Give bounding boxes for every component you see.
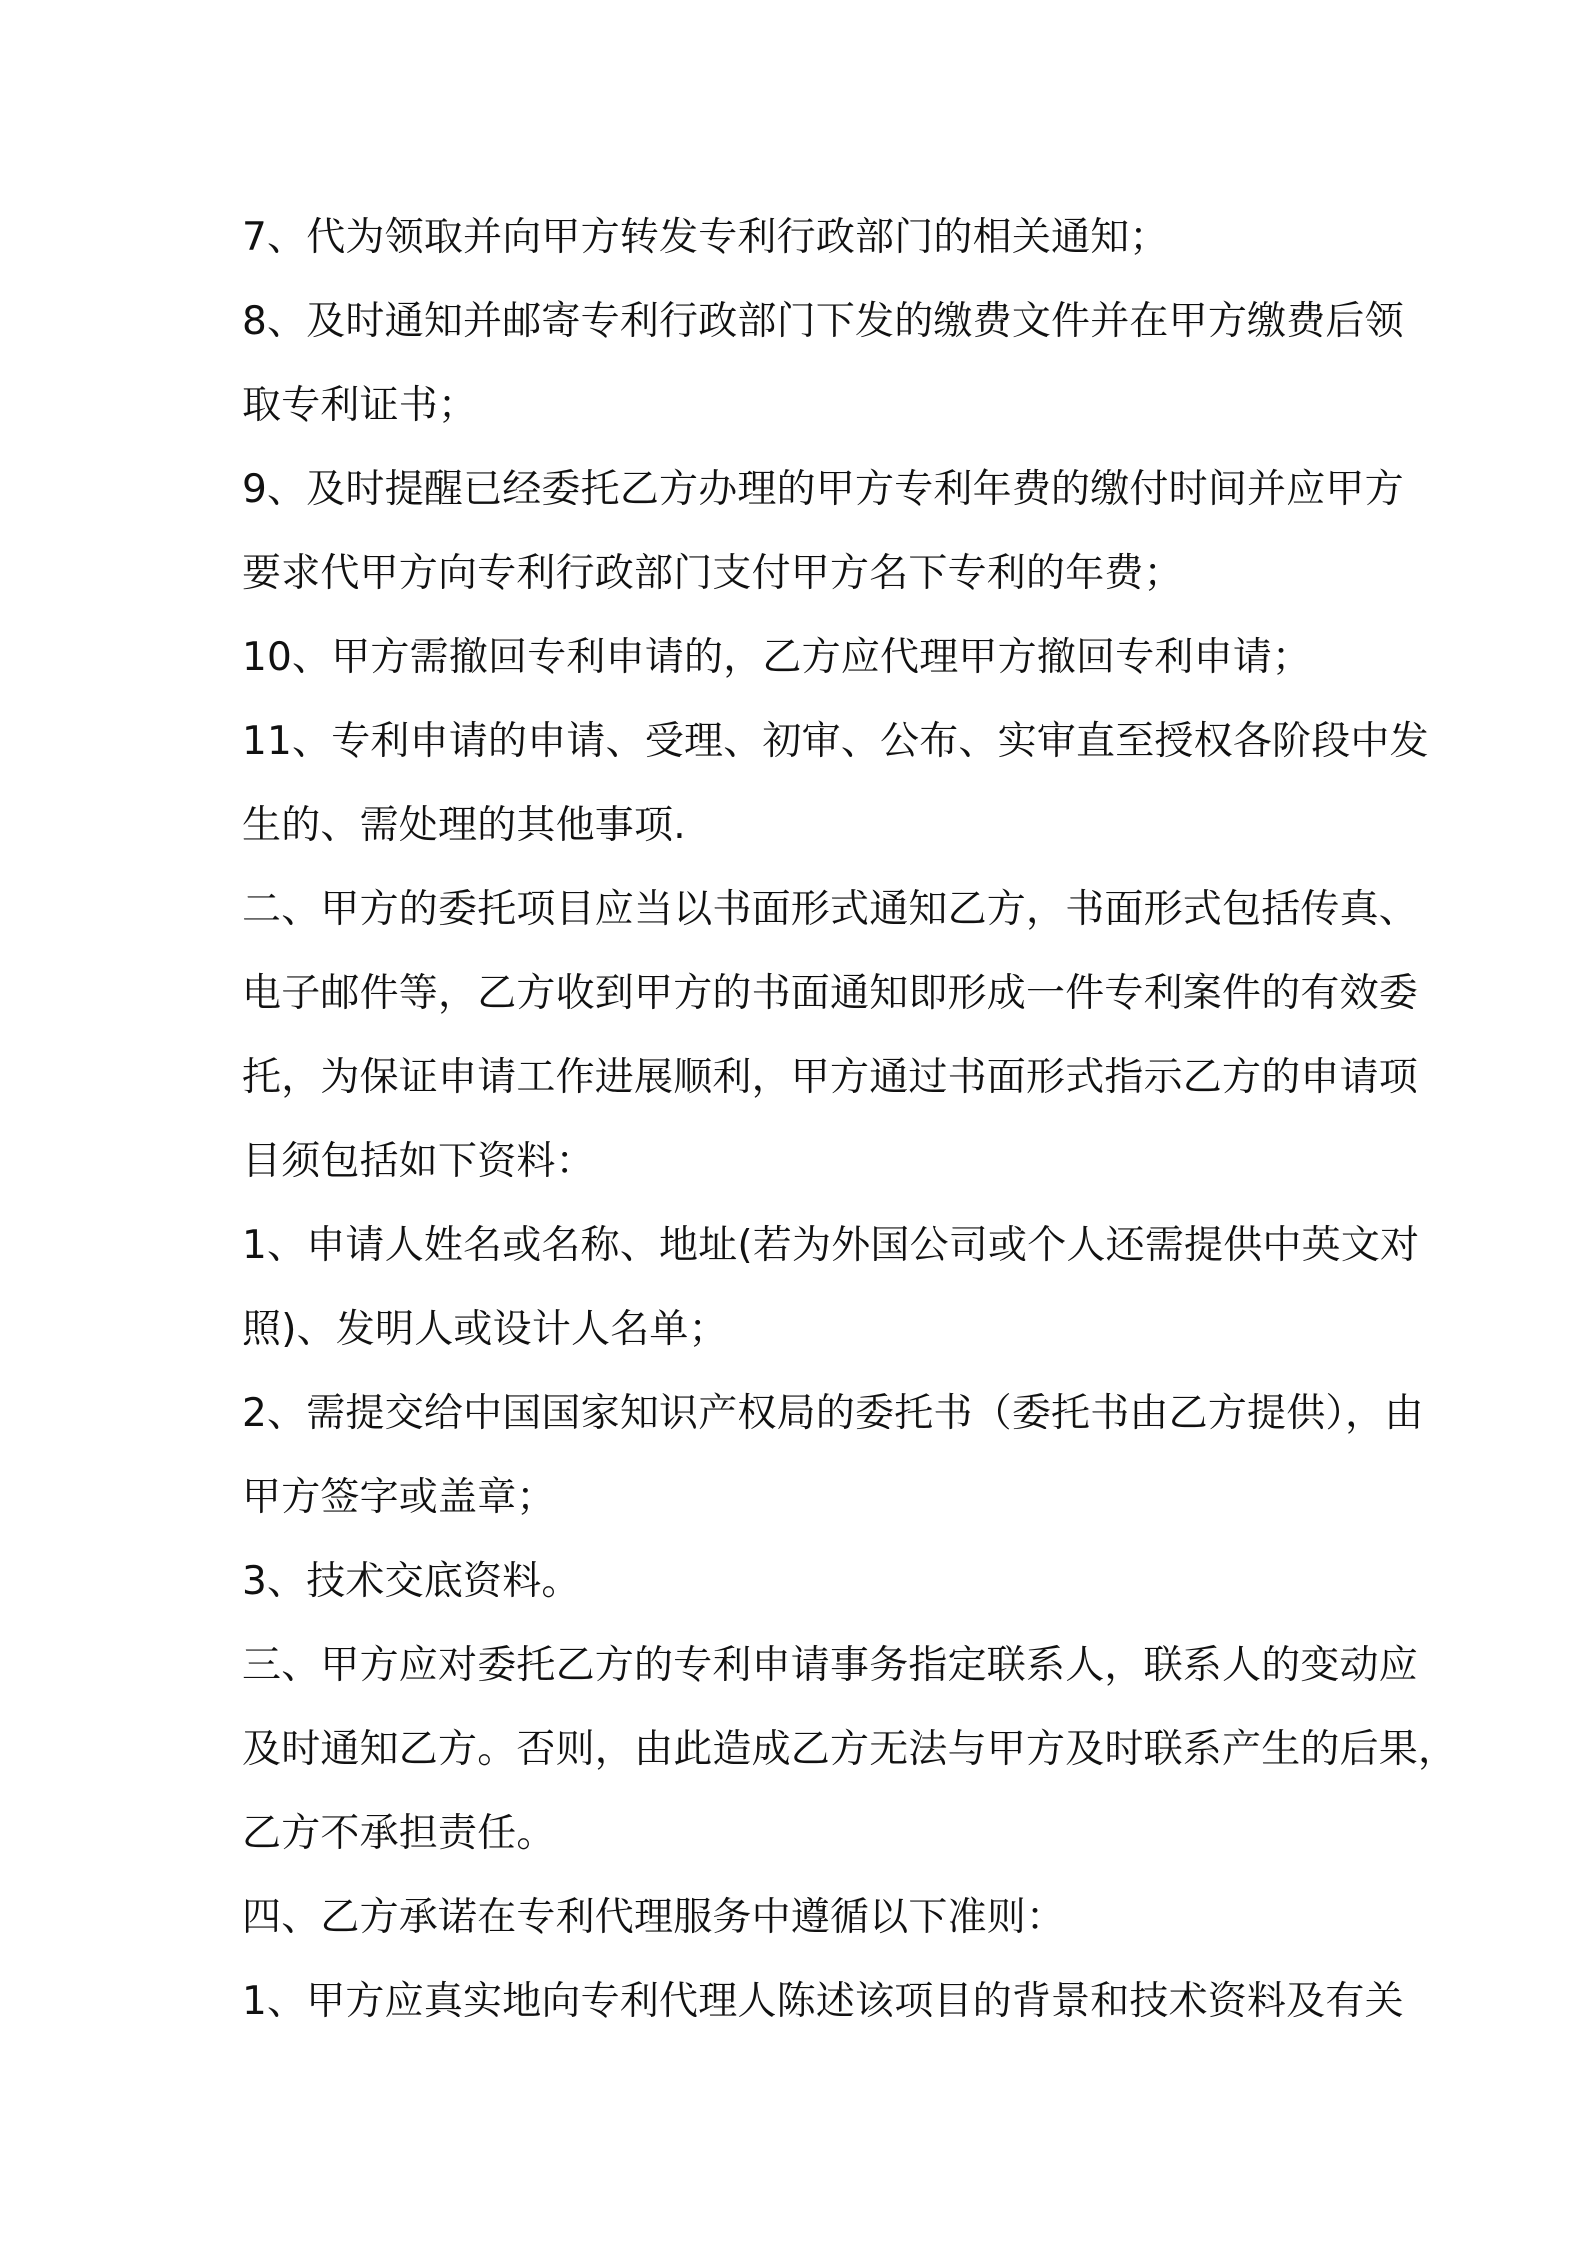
text-line: 生的、需处理的其他事项. bbox=[242, 803, 686, 848]
text-line: 要求代甲方向专利行政部门支付甲方名下专利的年费； bbox=[242, 551, 1183, 596]
text-line: 乙方不承担责任。 bbox=[242, 1811, 556, 1856]
text-line: 1、甲方应真实地向专利代理人陈述该项目的背景和技术资料及有关 bbox=[242, 1979, 1404, 2024]
text-line: 取专利证书； bbox=[242, 383, 478, 428]
text-line: 7、代为领取并向甲方转发专利行政部门的相关通知； bbox=[242, 215, 1169, 260]
text-line: 8、及时通知并邮寄专利行政部门下发的缴费文件并在甲方缴费后领 bbox=[242, 299, 1404, 344]
text-line: 甲方签字或盖章； bbox=[242, 1475, 556, 1520]
text-line: 照)、发明人或设计人名单； bbox=[242, 1307, 728, 1352]
text-line: 11、专利申请的申请、受理、初审、公布、实审直至授权各阶段中发 bbox=[242, 719, 1429, 764]
text-line: 10、甲方需撤回专利申请的，乙方应代理甲方撤回专利申请； bbox=[242, 635, 1312, 680]
text-line: 9、及时提醒已经委托乙方办理的甲方专利年费的缴付时间并应甲方 bbox=[242, 467, 1404, 512]
text-line: 1、申请人姓名或名称、地址(若为外国公司或个人还需提供中英文对 bbox=[242, 1223, 1420, 1268]
text-line: 2、需提交给中国国家知识产权局的委托书（委托书由乙方提供），由 bbox=[242, 1391, 1424, 1436]
text-line: 四、乙方承诺在专利代理服务中遵循以下准则： bbox=[242, 1895, 1066, 1940]
document-body bbox=[242, 196, 1458, 2044]
text-line: 电子邮件等，乙方收到甲方的书面通知即形成一件专利案件的有效委 bbox=[242, 971, 1419, 1016]
text-line: 二、甲方的委托项目应当以书面形式通知乙方，书面形式包括传真、 bbox=[242, 887, 1419, 932]
text-line: 及时通知乙方。否则，由此造成乙方无法与甲方及时联系产生的后果， bbox=[242, 1727, 1458, 1772]
text-line: 托，为保证申请工作进展顺利，甲方通过书面形式指示乙方的申请项 bbox=[242, 1055, 1419, 1100]
text-line: 目须包括如下资料： bbox=[242, 1139, 595, 1184]
text-line: 三、甲方应对委托乙方的专利申请事务指定联系人，联系人的变动应 bbox=[242, 1643, 1419, 1688]
text-line: 3、技术交底资料。 bbox=[242, 1559, 581, 1604]
